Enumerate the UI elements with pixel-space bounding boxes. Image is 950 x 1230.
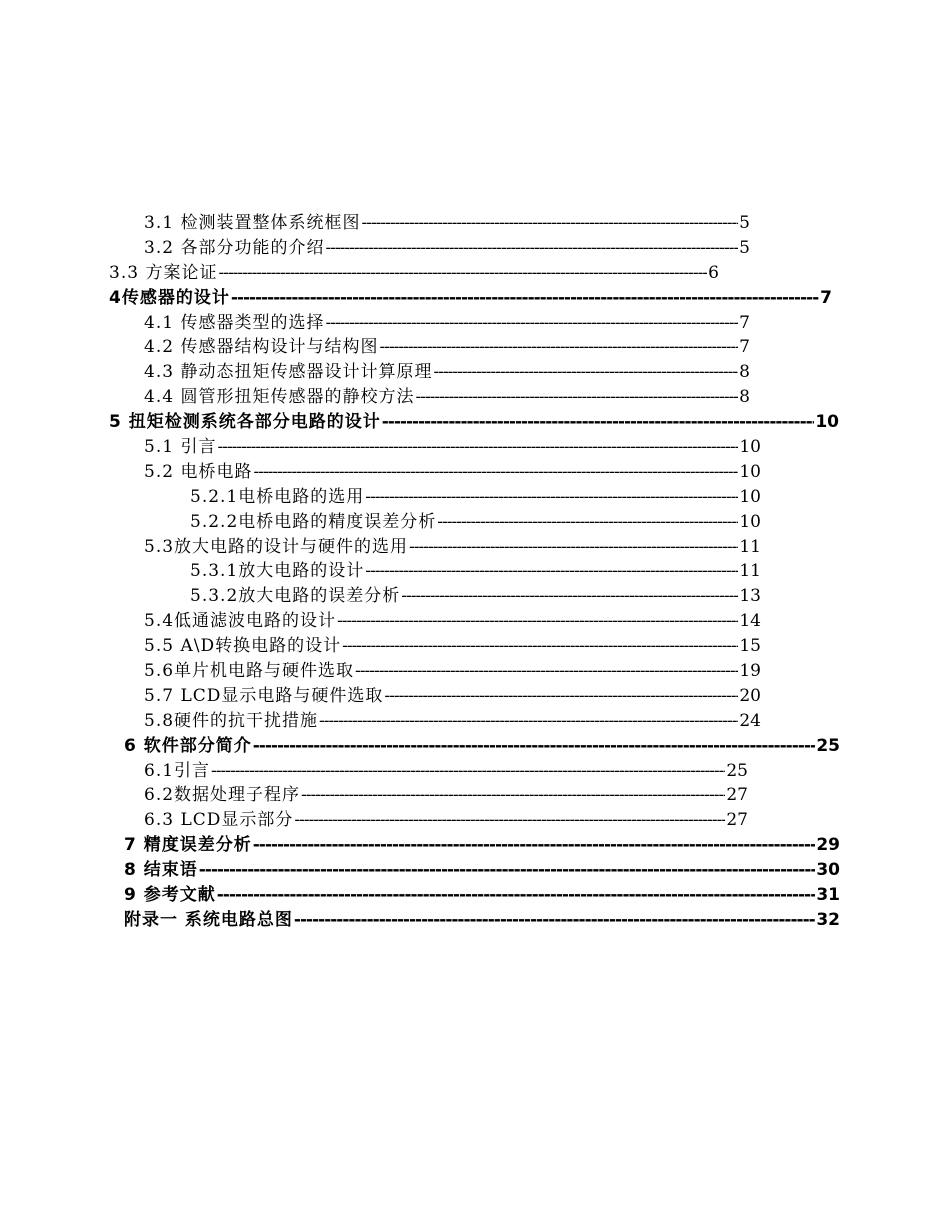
toc-entry-page-number: 27	[726, 785, 748, 806]
toc-entry-row	[124, 883, 840, 908]
toc-leader-dashes	[382, 410, 815, 435]
toc-entry	[0, 659, 950, 684]
toc-leader-dashes	[253, 734, 816, 759]
toc-entry-page-number: 7	[739, 337, 750, 358]
toc-leader-dashes	[437, 510, 738, 535]
toc-entry-title: 5.3.2放大电路的误差分析	[190, 586, 401, 607]
toc-entry-row	[144, 335, 750, 360]
toc-entry-title: 5.1 引言	[144, 437, 217, 458]
toc-entry-page-number: 5	[739, 237, 750, 258]
toc-entry-page-number: 25	[816, 735, 840, 756]
toc-leader-dashes	[384, 684, 738, 709]
toc-entry-row	[144, 808, 748, 833]
toc-entry-title: 8 结束语	[124, 860, 198, 881]
toc-entry-page-number: 10	[739, 461, 761, 482]
toc-leader-dashes	[355, 659, 738, 684]
toc-entry-row	[144, 311, 750, 336]
toc-leader-dashes	[365, 485, 738, 510]
toc-entry	[0, 460, 950, 485]
toc-entry-title: 6.2数据处理子程序	[144, 785, 301, 806]
toc-entry	[0, 684, 950, 709]
toc-leader-dashes	[231, 286, 819, 311]
toc-entry-row	[144, 460, 761, 485]
toc-entry-row	[144, 385, 750, 410]
toc-entry-title: 9 参考文献	[124, 885, 216, 906]
toc-entry-page-number: 11	[739, 561, 761, 582]
toc-leader-dashes	[217, 883, 816, 908]
toc-leader-dashes	[342, 634, 738, 659]
toc-entry-page-number: 10	[815, 412, 839, 433]
toc-entry-page-number: 10	[739, 437, 761, 458]
toc-entry	[0, 410, 950, 435]
toc-entry	[0, 833, 950, 858]
toc-entry-row	[109, 410, 839, 435]
toc-entry	[0, 261, 950, 286]
toc-entry-title: 4.2 传感器结构设计与结构图	[144, 337, 379, 358]
toc-entry	[0, 634, 950, 659]
toc-entry	[0, 385, 950, 410]
toc-entry-title: 5.3放大电路的设计与硬件的选用	[144, 536, 409, 557]
toc-leader-dashes	[253, 460, 738, 485]
toc-entry-page-number: 14	[739, 611, 761, 632]
toc-entry-page-number: 27	[726, 810, 748, 831]
toc-entry	[0, 286, 950, 311]
toc-entry-page-number: 7	[739, 312, 750, 333]
toc-entry-title: 5.7 LCD显示电路与硬件选取	[144, 685, 384, 706]
toc-entry	[0, 535, 950, 560]
toc-entry-page-number: 10	[739, 486, 761, 507]
toc-leader-dashes	[199, 858, 816, 883]
toc-entry-title: 5.6单片机电路与硬件选取	[144, 661, 355, 682]
toc-entry-row	[144, 360, 750, 385]
toc-entry	[0, 808, 950, 833]
toc-entry-page-number: 13	[739, 586, 761, 607]
toc-entry	[0, 510, 950, 535]
toc-entry-row	[109, 286, 832, 311]
toc-entry	[0, 908, 950, 933]
toc-leader-dashes	[433, 360, 738, 385]
toc-entry-title: 6 软件部分简介	[124, 735, 252, 756]
toc-entry-page-number: 10	[739, 511, 761, 532]
toc-leader-dashes	[409, 535, 738, 560]
toc-entry-title: 5.4低通滤波电路的设计	[144, 611, 337, 632]
toc-entry-page-number: 6	[708, 262, 719, 283]
toc-entry-page-number: 7	[820, 287, 832, 308]
toc-entry-title: 5.2.2电桥电路的精度误差分析	[190, 511, 437, 532]
toc-leader-dashes	[379, 335, 738, 360]
toc-leader-dashes	[217, 435, 738, 460]
toc-entry	[0, 311, 950, 336]
toc-leader-dashes	[211, 759, 725, 784]
toc-entry-title: 5.3.1放大电路的设计	[190, 561, 365, 582]
toc-entry	[0, 858, 950, 883]
toc-leader-dashes	[294, 808, 725, 833]
toc-entry-title: 4.3 静动态扭矩传感器设计计算原理	[144, 362, 433, 383]
toc-entry-title: 3.1 检测装置整体系统框图	[144, 213, 361, 233]
toc-entry	[0, 435, 950, 460]
table-of-contents	[0, 211, 950, 933]
toc-entry-page-number: 15	[739, 636, 761, 657]
toc-entry-page-number: 5	[739, 213, 750, 233]
toc-entry-row	[109, 261, 719, 286]
toc-entry	[0, 609, 950, 634]
toc-entry-title: 7 精度误差分析	[124, 835, 252, 856]
toc-leader-dashes	[253, 833, 816, 858]
toc-entry-title: 5.5 A\D转换电路的设计	[144, 636, 342, 657]
toc-entry	[0, 360, 950, 385]
toc-leader-dashes	[325, 311, 738, 336]
toc-entry-row	[144, 634, 761, 659]
toc-entry-row	[144, 659, 761, 684]
toc-entry	[0, 759, 950, 784]
toc-entry-row	[190, 584, 761, 609]
toc-entry-row	[190, 559, 761, 584]
toc-entry-page-number: 8	[739, 362, 750, 383]
toc-leader-dashes	[415, 385, 738, 410]
toc-entry-title: 5 扭矩检测系统各部分电路的设计	[109, 412, 381, 433]
toc-leader-dashes	[401, 584, 738, 609]
toc-entry-title: 5.2 电桥电路	[144, 461, 253, 482]
toc-entry-row	[144, 684, 761, 709]
toc-entry-page-number: 20	[739, 685, 761, 706]
toc-entry-title: 3.3 方案论证	[109, 262, 218, 283]
toc-entry-title: 3.2 各部分功能的介绍	[144, 237, 325, 258]
toc-entry-title: 5.8硬件的抗干扰措施	[144, 710, 319, 731]
toc-entry-title: 4.4 圆管形扭矩传感器的静校方法	[144, 387, 415, 408]
toc-entry-page-number: 25	[726, 760, 748, 781]
toc-entry	[0, 211, 950, 236]
toc-entry-page-number: 11	[739, 536, 761, 557]
toc-entry-page-number: 30	[816, 860, 840, 881]
toc-leader-dashes	[361, 211, 738, 236]
toc-leader-dashes	[218, 261, 707, 286]
toc-entry-page-number: 8	[739, 387, 750, 408]
toc-leader-dashes	[294, 908, 815, 933]
toc-entry	[0, 335, 950, 360]
toc-entry-row	[124, 858, 840, 883]
toc-entry-row	[144, 435, 761, 460]
toc-entry-row	[124, 833, 840, 858]
toc-leader-dashes	[301, 783, 725, 808]
toc-entry-page-number: 29	[816, 835, 840, 856]
toc-leader-dashes	[325, 236, 738, 261]
toc-entry-row	[124, 734, 840, 759]
toc-entry-row	[144, 236, 750, 261]
toc-entry-row	[144, 783, 748, 808]
toc-entry-row	[144, 535, 761, 560]
toc-entry-title: 5.2.1电桥电路的选用	[190, 486, 365, 507]
toc-entry-row	[144, 211, 750, 236]
toc-entry-title: 4传感器的设计	[109, 287, 230, 308]
toc-leader-dashes	[319, 709, 738, 734]
toc-entry	[0, 236, 950, 261]
toc-entry-row	[144, 709, 761, 734]
toc-entry-row	[144, 609, 761, 634]
toc-entry	[0, 783, 950, 808]
toc-entry	[0, 559, 950, 584]
toc-entry	[0, 734, 950, 759]
toc-entry-row	[190, 510, 761, 535]
toc-entry-page-number: 31	[816, 885, 840, 906]
toc-entry-title: 附录一 系统电路总图	[124, 909, 293, 930]
toc-entry-title: 6.1引言	[144, 760, 211, 781]
toc-leader-dashes	[365, 559, 738, 584]
toc-entry-row	[124, 908, 840, 933]
toc-entry	[0, 584, 950, 609]
toc-leader-dashes	[337, 609, 738, 634]
toc-entry	[0, 709, 950, 734]
toc-entry-page-number: 24	[739, 710, 761, 731]
toc-entry	[0, 883, 950, 908]
toc-entry-page-number: 19	[739, 661, 761, 682]
toc-entry-title: 4.1 传感器类型的选择	[144, 312, 325, 333]
toc-entry-row	[190, 485, 761, 510]
toc-entry-page-number: 32	[816, 909, 840, 930]
toc-entry	[0, 485, 950, 510]
toc-entry-title: 6.3 LCD显示部分	[144, 810, 294, 831]
toc-entry-row	[144, 759, 748, 784]
